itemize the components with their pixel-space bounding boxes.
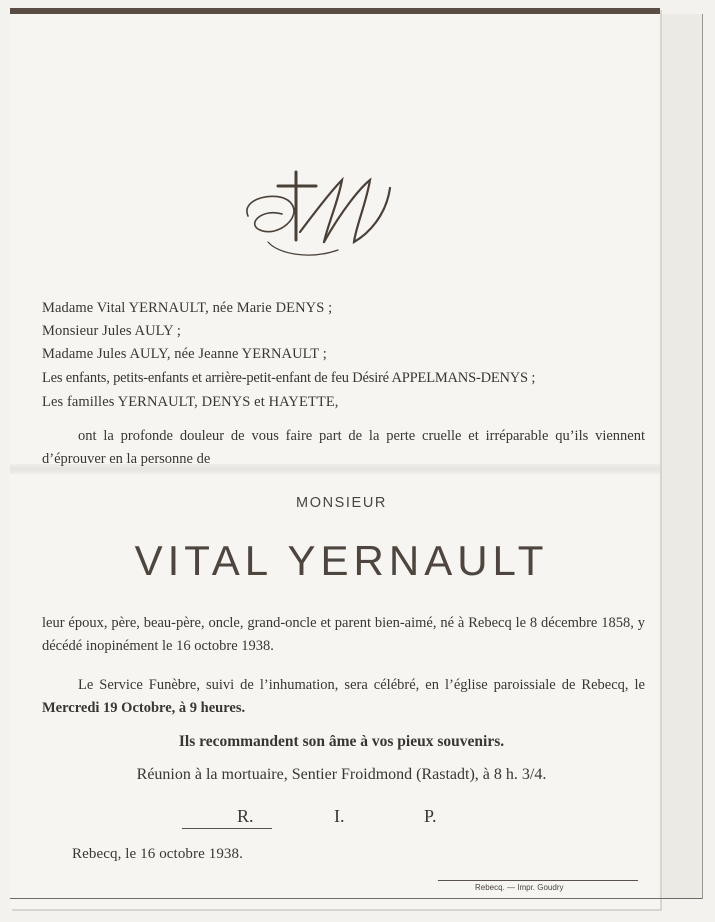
rip-letter: P. [424,806,437,826]
announcement-text: ont la profonde douleur de vous faire part de la perte cruelle et irréparable qu’ils viennent d’éprouver en la personne de [42,428,645,467]
mourner-line: Madame Jules AULY, née Jeanne YERNAULT ; [42,346,327,362]
cross-monogram-icon [238,168,408,268]
printer-imprint: Rebecq. — Impr. Goudry [475,883,564,892]
mourner-line: Monsieur Jules AULY ; [42,323,182,339]
rip-underline [182,828,272,829]
mourner-line: Les enfants, petits-enfants et arrière-petit-enfant de feu Désiré APPELMANS-DENYS ; [42,370,536,386]
relation-text: leur époux, père, beau-père, oncle, grand-oncle et parent bien-aimé, né à Rebecq le 8 décembre 1858, y décédé inopinément le 16 octobre 1938. [42,615,645,654]
rip-letter: R. [237,806,254,826]
service-text [42,674,645,720]
service-details: Le Service Funèbre, suivi de l’inhumation, sera célébré, en l’église paroissiale de Rebecq, le [78,677,645,693]
service-date-time: Mercredi 19 Octobre, à 9 heures. [42,700,246,716]
place-date: Rebecq, le 16 octobre 1938. [72,846,243,862]
mourner-line: Madame Vital YERNAULT, née Marie DENYS ; [42,300,333,316]
gathering-text: Réunion à la mortuaire, Sentier Froidmond (Rastadt), à 8 h. 3/4. [136,766,547,783]
bottom-edge [10,898,702,899]
mourner-line: Les familles YERNAULT, DENYS et HAYETTE, [42,394,339,410]
honorific: MONSIEUR [296,495,387,511]
recommendation-text: Ils recommandent son âme à vos pieux souvenirs. [178,733,505,750]
deceased-name: VITAL YERNAULT [134,537,549,584]
rip-letter: I. [334,806,345,826]
imprint-rule [438,880,638,881]
